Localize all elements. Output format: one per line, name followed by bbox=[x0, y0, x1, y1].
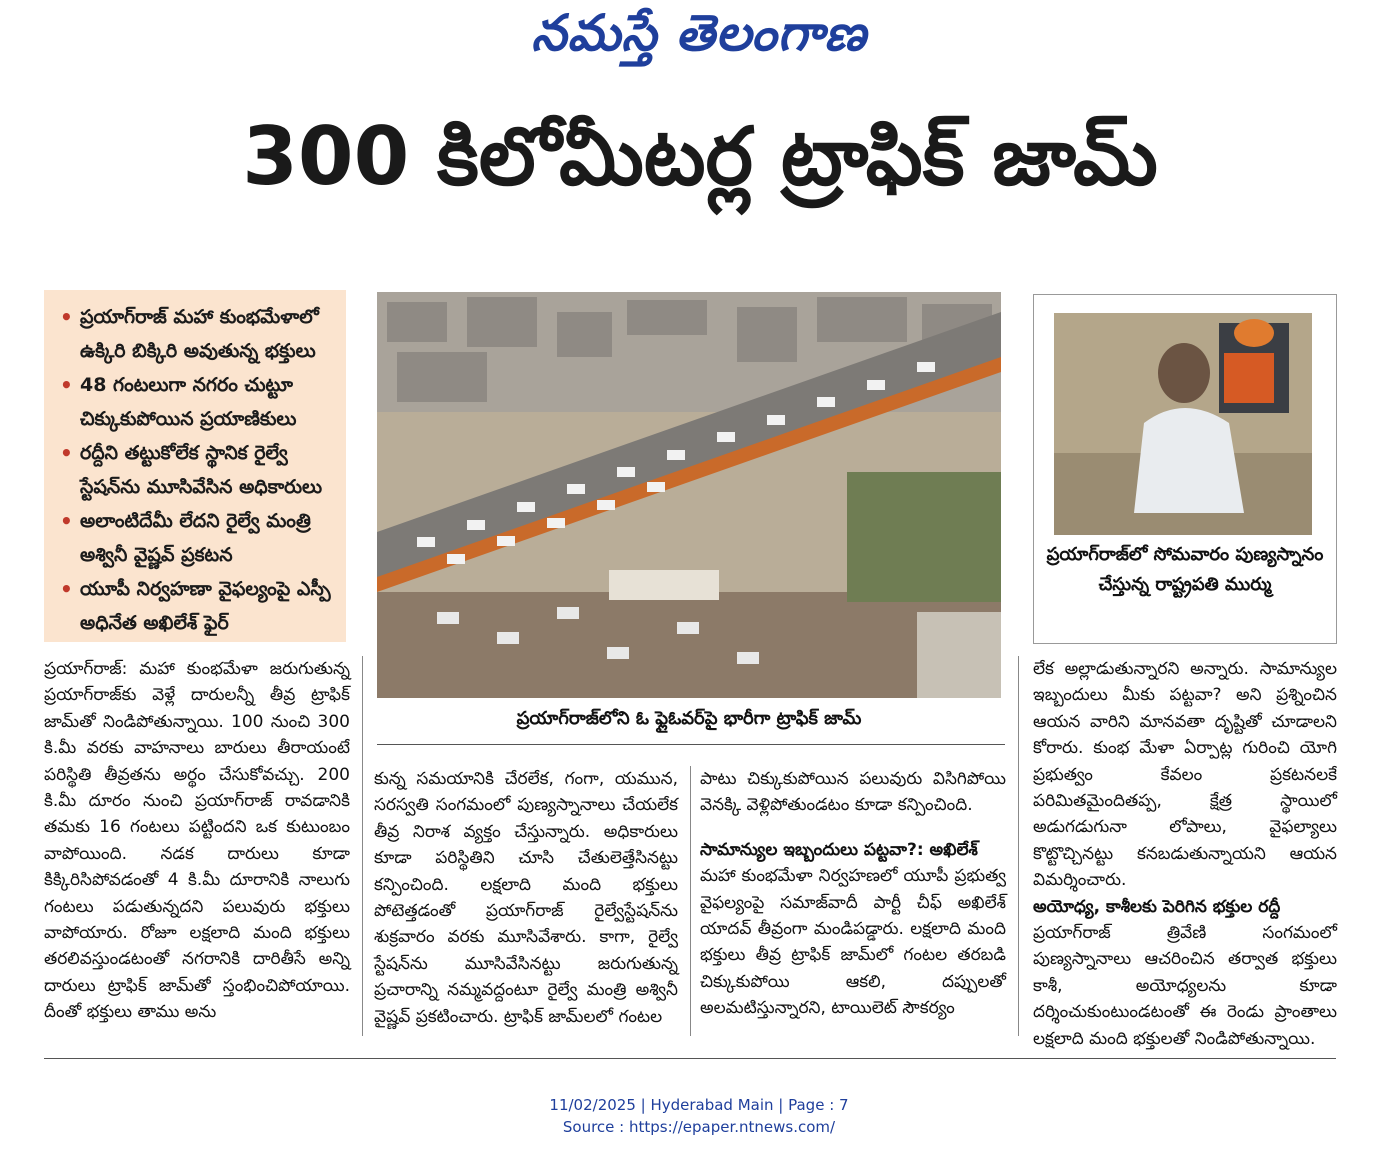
bullet-icon: • bbox=[60, 373, 73, 397]
column-divider bbox=[690, 766, 691, 1036]
footer-source-link[interactable]: Source : https://epaper.ntnews.com/ bbox=[562, 1118, 836, 1136]
bullet-icon: • bbox=[60, 441, 73, 465]
main-photo-caption: ప్రయాగ్‌రాజ్‌లోని ఓ ఫ్లైఓవర్‌పై భారీగా ట్రాఫిక్ జామ్ bbox=[516, 708, 862, 729]
article-paragraph: లేక అల్లాడుతున్నారని అన్నారు. సామాన్యుల ఇబ్బందులు మీకు పట్టవా? అని ప్రశ్నించిన ఆయన వారిని మానవతా దృష్టితో చూడాలని కోరారు. కుంభ మేళా ఏర్పాట్ల గురించి యోగి ప్రభుత్వం కేవలం ప్రకటనలకే పరిమితమైందితప్ప, క్షేత్ర స్థాయిలో అడుగడుగునా లోపాలు, వైఫల్యాలు కొట్టొచ్చినట్టు కనబడుతున్నాయని ఆయన విమర్శించారు. bbox=[1033, 659, 1337, 891]
highlight-item bbox=[58, 368, 338, 436]
headline: 300 కిలోమీటర్ల ట్రాఫిక్ జామ్ bbox=[242, 110, 1158, 203]
footer-date-edition: 11/02/2025 | Hyderabad Main | Page : 7 bbox=[549, 1096, 849, 1114]
article-column-4 bbox=[1033, 656, 1337, 1052]
highlight-text: రద్దీని తట్టుకోలేక స్థానిక రైల్వే స్టేషన్‌ను మూసివేసిన అధికారులు bbox=[80, 442, 323, 498]
flyover-traffic-photo bbox=[377, 292, 1001, 698]
bullet-icon: • bbox=[60, 305, 73, 329]
highlight-text: ప్రయాగ్‌రాజ్ మహా కుంభమేళాలో ఉక్కిరి బిక్కిరి అవుతున్న భక్తులు bbox=[80, 306, 319, 362]
highlights-box bbox=[44, 290, 346, 642]
column-divider bbox=[1018, 656, 1019, 1036]
bottom-rule bbox=[44, 1058, 1336, 1059]
subheading: సామాన్యుల ఇబ్బందులు పట్టవా?: అఖిలేశ్ bbox=[700, 839, 978, 860]
caption-divider bbox=[377, 744, 1005, 745]
highlight-item bbox=[58, 572, 338, 640]
article-paragraph: మహా కుంభమేళా నిర్వహణలో యూపీ ప్రభుత్వ వైఫల్యంపై సమాజ్‌వాదీ పార్టీ చీఫ్ అఖిలేశ్ యాదవ్ తీవ్రంగా మండిపడ్డారు. లక్షలాది మంది భక్తులు తీవ్ర ట్రాఫిక్ జామ్‌లో గంటల తరబడి చిక్కుకుపోయి ఆకలి, దప్పులతో అలమటిస్తున్నారని, టాయిలెట్ సౌకర్యం bbox=[700, 866, 1006, 1019]
subheading: అయోధ్య, కాశీలకు పెరిగిన భక్తుల రద్దీ bbox=[1033, 896, 1281, 917]
president-bathing-photo bbox=[1054, 313, 1312, 535]
article-column-3 bbox=[700, 766, 1006, 1022]
masthead-logo: నమస్తే తెలంగాణ bbox=[531, 4, 867, 62]
side-photo-caption: ప్రయాగ్‌రాజ్‌లో సోమవారం పుణ్యస్నానం చేస్తున్న రాష్ట్రపతి ముర్ము bbox=[1046, 544, 1324, 595]
article-paragraph: పాటు చిక్కుకుపోయిన పలువురు విసిగిపోయి వెనక్కి వెళ్లిపోతుండటం కూడా కన్పించింది. bbox=[700, 769, 1006, 816]
highlight-text: యూపీ నిర్వహణా వైఫల్యంపై ఎస్పీ అధినేత అఖిలేశ్ ఫైర్ bbox=[80, 578, 331, 634]
article-column-1 bbox=[44, 656, 350, 1026]
highlight-item bbox=[58, 436, 338, 504]
article-paragraph: కున్న సమయానికి చేరలేక, గంగా, యమున, సరస్వతి సంగమంలో పుణ్యస్నానాలు చేయలేక తీవ్ర నిరాశ వ్యక్తం చేస్తున్నారు. అధికారులు కూడా పరిస్థితిని చూసి చేతులెత్తేసినట్టు కన్పించింది. లక్షలాది మంది భక్తులు పోటెత్తడంతో ప్రయాగ్‌రాజ్ రైల్వేస్టేషన్‌ను శుక్రవారం వరకు మూసివేశారు. కాగా, రైల్వే స్టేషన్‌ను మూసివేసినట్టు జరుగుతున్న ప్రచారాన్ని నమ్మవద్దంటూ రైల్వే మంత్రి అశ్వినీ వైష్ణవ్ ప్రకటించారు. ట్రాఫిక్ జామ్‌లలో గంటల bbox=[374, 769, 678, 1027]
article-paragraph: ప్రయాగ్‌రాజ్ త్రివేణి సంగమంలో పుణ్యస్నానాలు ఆచరించిన తర్వాత భక్తులు కాశీ, అయోధ్యలను కూడా దర్శించుకుంటుండటంతో ఈ రెండు ప్రాంతాలు లక్షలాది మంది భక్తులతో నిండిపోతున్నాయి. bbox=[1033, 923, 1337, 1049]
highlight-text: 48 గంటలుగా నగరం చుట్టూ చిక్కుకుపోయిన ప్రయాణికులు bbox=[80, 374, 297, 430]
highlight-text: అలాంటిదేమీ లేదని రైల్వే మంత్రి అశ్వినీ వైష్ణవ్ ప్రకటన bbox=[80, 510, 311, 566]
bullet-icon: • bbox=[60, 509, 73, 533]
article-paragraph: ప్రయాగ్‌రాజ్: మహా కుంభమేళా జరుగుతున్న ప్రయాగ్‌రాజ్‌కు వెళ్లే దారులన్నీ తీవ్ర ట్రాఫిక్ జామ్‌తో నిండిపోతున్నాయి. 100 నుంచి 300 కి.మీ వరకు వాహనాలు బారులు తీరాయంటే పరిస్థితి తీవ్రతను అర్థం చేసుకోవచ్చు. 200 కి.మీ దూరం నుంచి ప్రయాగ్‌రాజ్ రావడానికి తమకు 16 గంటలు పట్టిందని ఒక కుటుంబం వాపోయింది. నడక దారులు కూడా కిక్కిరిసిపోవడంతో 4 కి.మీ దూరానికి నాలుగు గంటలు పడుతున్నదని పలువురు భక్తులు వాపోయారు. రోజూ లక్షలాది మంది భక్తులు తరలివస్తుండటంతో నగరానికి దారితీసే అన్ని దారులు ట్రాఫిక్ జామ్‌తో స్తంభించిపోయాయి. దీంతో భక్తులు తాము అను bbox=[44, 659, 350, 1023]
bullet-icon: • bbox=[60, 577, 73, 601]
highlight-item bbox=[58, 504, 338, 572]
highlight-item bbox=[58, 300, 338, 368]
article-column-2 bbox=[374, 766, 678, 1030]
column-divider bbox=[362, 656, 363, 1036]
